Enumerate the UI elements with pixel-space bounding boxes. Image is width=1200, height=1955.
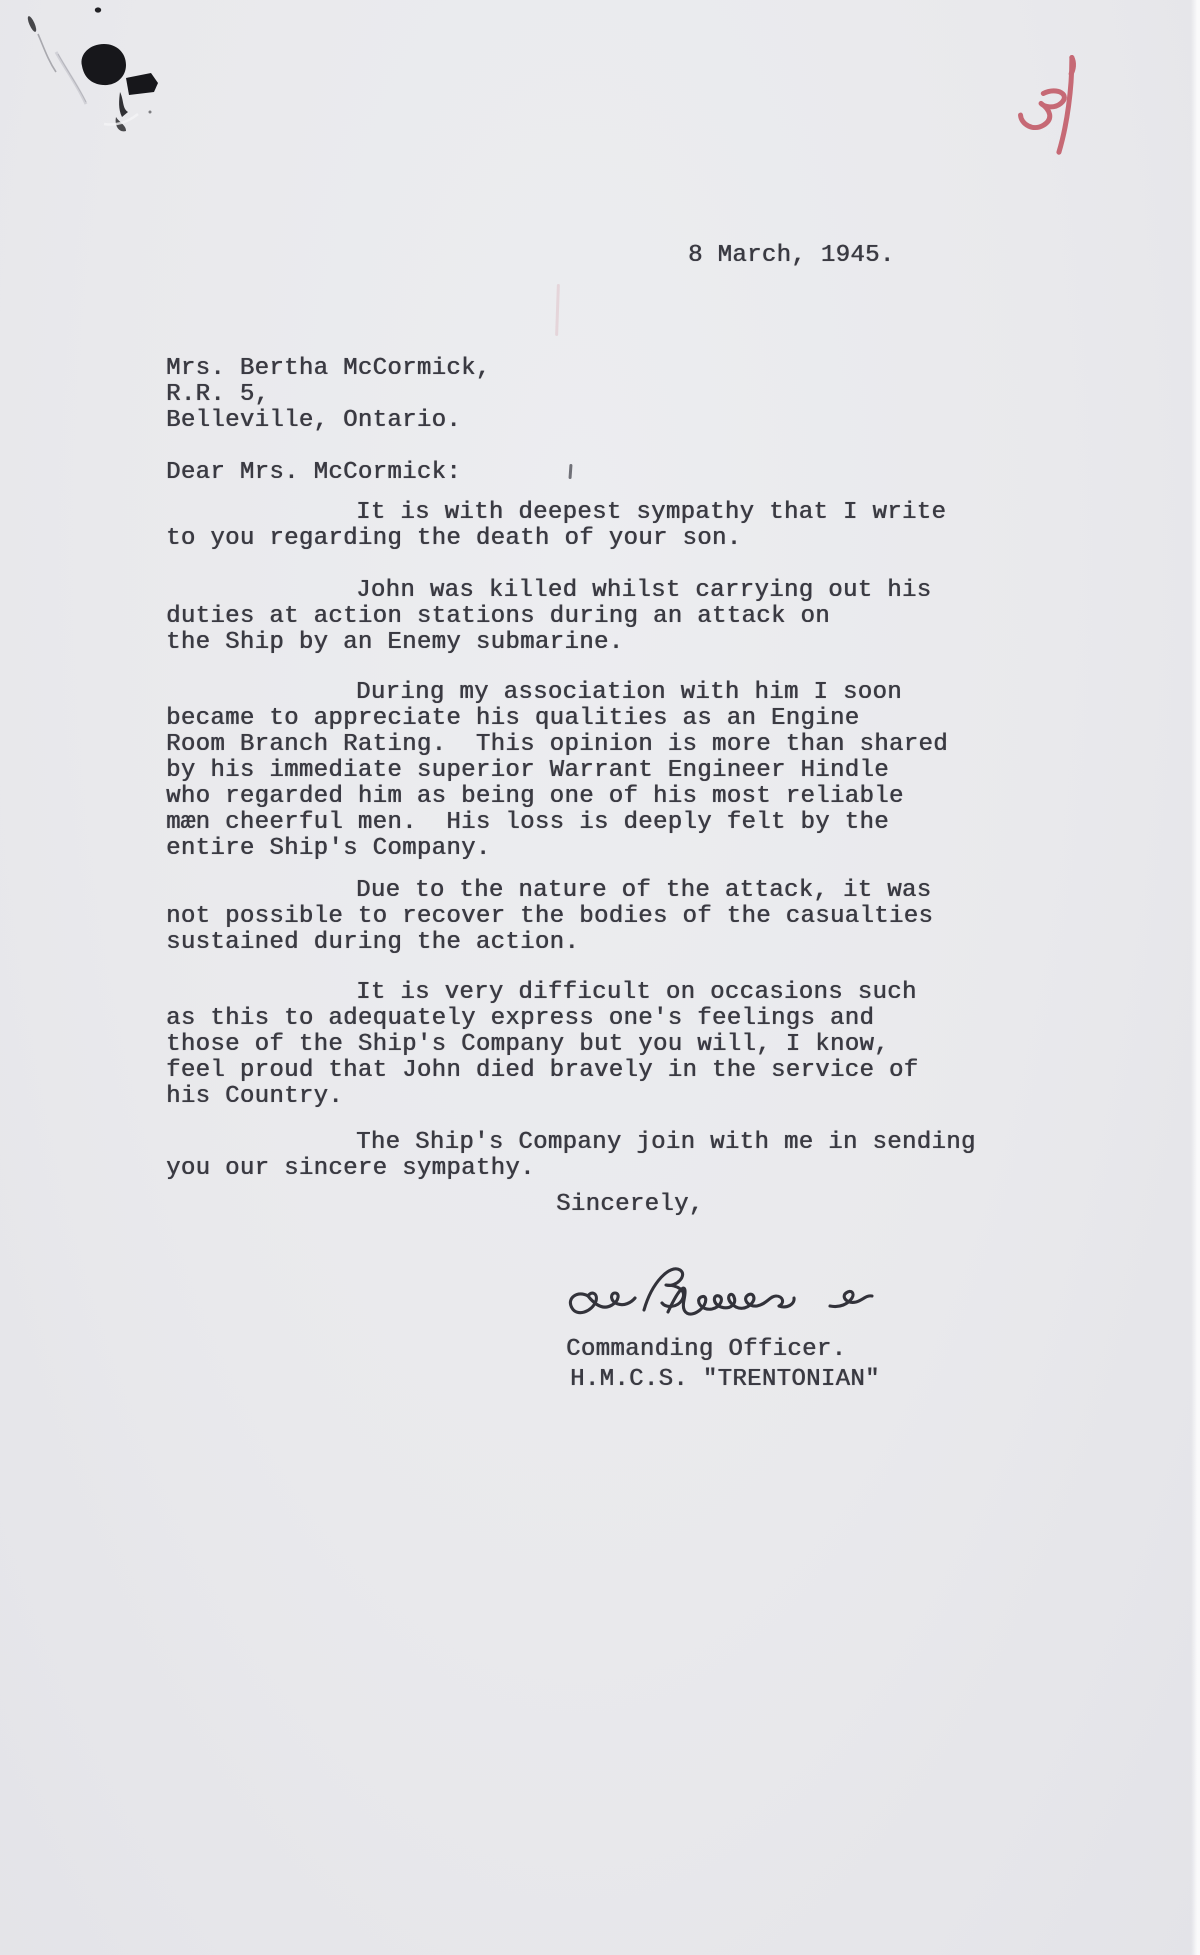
paragraph-line: to you regarding the death of your son.: [166, 525, 742, 552]
signoff-ship: [570, 1367, 880, 1393]
page-edge-strip: [1191, 0, 1200, 1955]
handwritten-page-number: [999, 46, 1116, 189]
paragraph-2: [166, 578, 931, 656]
paragraph-line: the Ship by an Enemy submarine.: [166, 629, 624, 656]
stray-ink-tick: [568, 464, 572, 479]
closing-line: Sincerely,: [556, 1191, 704, 1218]
paragraph-line: It is with deepest sympathy that I write: [356, 499, 947, 526]
paragraph-line: by his immediate superior Warrant Engineer Hindle: [166, 757, 889, 784]
paragraph-line: his Country.: [166, 1083, 344, 1110]
signature-handwriting: [548, 1258, 898, 1338]
paragraph-line: those of the Ship's Company but you will, I know,: [166, 1031, 889, 1058]
signoff-ship-line: H.M.C.S. "TRENTONIAN": [570, 1366, 880, 1393]
paragraph-6: [166, 1130, 976, 1182]
paragraph-line: The Ship's Company join with me in sending: [356, 1129, 976, 1156]
recipient-route: R.R. 5,: [166, 381, 270, 408]
signoff: [566, 1337, 846, 1363]
paragraph-line: as this to adequately express one's feelings and: [166, 1005, 875, 1032]
paragraph-3: [166, 680, 948, 862]
paragraph-1: [166, 500, 946, 552]
recipient-address: [166, 356, 491, 434]
date-line: [688, 243, 895, 269]
salutation: [166, 460, 461, 486]
paragraph-line: During my association with him I soon: [356, 679, 902, 706]
paragraph-line: duties at action stations during an attack on: [166, 603, 830, 630]
paragraph-line: not possible to recover the bodies of the casualties: [166, 903, 934, 930]
faint-red-smudge: [555, 284, 560, 336]
paragraph-line: feel proud that John died bravely in the service of: [166, 1057, 919, 1084]
paragraph-line: you our sincere sympathy.: [166, 1155, 535, 1182]
paragraph-line: sustained during the action.: [166, 929, 580, 956]
signoff-title: Commanding Officer.: [566, 1336, 847, 1363]
paragraph-line: mæn cheerful men. His loss is deeply felt by the: [166, 809, 889, 836]
paragraph-4: [166, 878, 933, 956]
paragraph-line: John was killed whilst carrying out his: [356, 577, 932, 604]
paragraph-5: [166, 980, 918, 1110]
salutation-line: Dear Mrs. McCormick:: [166, 459, 462, 486]
paragraph-line: Room Branch Rating. This opinion is more than shared: [166, 731, 948, 758]
paragraph-line: entire Ship's Company.: [166, 835, 491, 862]
paragraph-line: became to appreciate his qualities as an Engine: [166, 705, 860, 732]
paragraph-line: It is very difficult on occasions such: [356, 979, 917, 1006]
ink-blot-mark: [8, 0, 208, 160]
paragraph-line: who regarded him as being one of his most reliable: [166, 783, 904, 810]
letter-date: 8 March, 1945.: [688, 242, 895, 269]
closing: [556, 1192, 704, 1218]
recipient-name: Mrs. Bertha McCormick,: [166, 355, 491, 382]
paragraph-line: Due to the nature of the attack, it was: [356, 877, 932, 904]
recipient-city: Belleville, Ontario.: [166, 407, 462, 434]
